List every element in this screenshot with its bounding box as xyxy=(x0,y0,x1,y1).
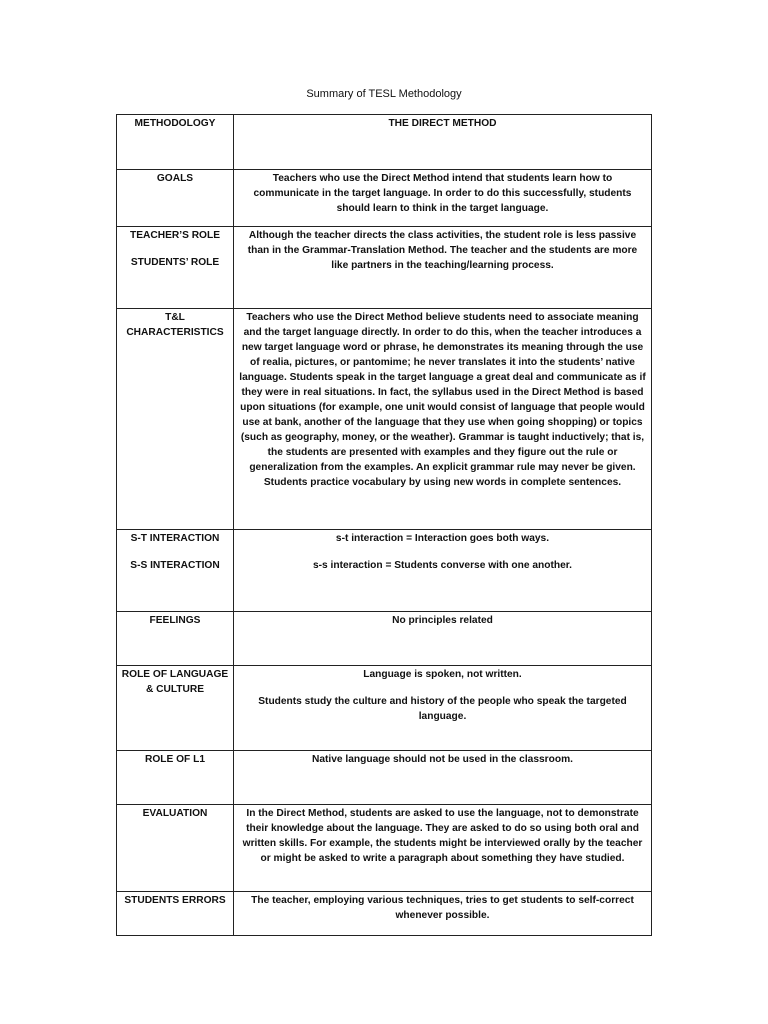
table-header-row xyxy=(117,115,652,170)
row-label-cell xyxy=(117,666,234,751)
row-paragraph: Teachers who use the Direct Method believe students need to associate meaning and the target language directly. In order to do this, when the teacher introduces a new target language word or phrase, he demonstrates its meaning through the use of realia, pictures, or pantomime; he never translates it into the students’ native language. Students speak in the target language a great deal and communicate as if they were in real situations. In fact, the syllabus used in the Direct Method is based upon situations (for example, one unit would consist of language that people would use at bank, another of the language that they use when going shopping) or topics (such as geography, money, or the weather). Grammar is taught inductively; that is, the students are presented with examples and they figure out the rule or generalization from the examples. An explicit grammar rule may never be given. Students practice vocabulary by using new words in complete sentences. xyxy=(239,312,646,488)
row-label: STUDENTS’ ROLE xyxy=(130,257,220,268)
row-label-cell xyxy=(117,751,234,805)
row-paragraph: Language is spoken, not written. xyxy=(363,669,522,680)
row-label-cell xyxy=(117,170,234,227)
row-label: ROLE OF LANGUAGE & CULTURE xyxy=(121,669,229,695)
row-label-cell xyxy=(117,805,234,892)
row-paragraph: s-s interaction = Students converse with one another. xyxy=(313,560,572,571)
row-label: T&L CHARACTERISTICS xyxy=(126,312,224,338)
header-value: THE DIRECT METHOD xyxy=(388,118,497,129)
row-label-cell xyxy=(117,530,234,612)
row-content-cell xyxy=(234,805,652,892)
row-label-cell xyxy=(117,309,234,530)
row-label-cell xyxy=(117,227,234,309)
row-roles xyxy=(117,227,652,309)
row-content-cell xyxy=(234,666,652,751)
row-paragraph: Teachers who use the Direct Method intend that students learn how to communicate in the target language. In order to do this successfully, students should learn to think in the target language. xyxy=(253,173,632,214)
header-label: METHODOLOGY xyxy=(134,118,216,129)
row-content-cell xyxy=(234,892,652,936)
row-label: GOALS xyxy=(156,173,194,184)
row-content-cell xyxy=(234,309,652,530)
row-label: STUDENTS ERRORS xyxy=(124,895,226,906)
page-title: Summary of TESL Methodology xyxy=(306,88,462,100)
row-label: S-T INTERACTION xyxy=(130,533,220,544)
row-content-cell xyxy=(234,227,652,309)
row-label: TEACHER’S ROLE xyxy=(130,230,220,241)
header-label-cell xyxy=(117,115,234,170)
row-content-cell xyxy=(234,612,652,666)
row-content-cell xyxy=(234,170,652,227)
row-content-cell xyxy=(234,530,652,612)
row-label: S-S INTERACTION xyxy=(130,560,220,571)
row-content-cell xyxy=(234,751,652,805)
row-label: EVALUATION xyxy=(142,808,208,819)
row-paragraph: In the Direct Method, students are asked to use the language, not to demonstrate their knowledge about the language. They are asked to do so using both oral and written skills. For example, the students might be interviewed orally by the teacher or might be asked to write a paragraph about something they have studied. xyxy=(242,808,643,864)
row-evaluation xyxy=(117,805,652,892)
row-label: ROLE OF L1 xyxy=(145,754,205,765)
row-paragraph: No principles related xyxy=(392,615,493,626)
row-paragraph: Although the teacher directs the class activities, the student role is less passive than in the Grammar-Translation Method. The teacher and the students are more like partners in the teaching/learning process. xyxy=(247,230,638,271)
row-label-cell xyxy=(117,612,234,666)
row-goals xyxy=(117,170,652,227)
row-label: FEELINGS xyxy=(149,615,201,626)
row-l1 xyxy=(117,751,652,805)
row-paragraph: s-t interaction = Interaction goes both ways. xyxy=(335,533,550,544)
row-tl-characteristics xyxy=(117,309,652,530)
row-interaction xyxy=(117,530,652,612)
row-language-culture xyxy=(117,666,652,751)
row-paragraph: The teacher, employing various techniques, tries to get students to self-correct whenever possible. xyxy=(251,895,634,921)
row-label-cell xyxy=(117,892,234,936)
row-feelings xyxy=(117,612,652,666)
header-value-cell xyxy=(234,115,652,170)
row-paragraph: Native language should not be used in the classroom. xyxy=(312,754,573,765)
row-paragraph: Students study the culture and history of the people who speak the targeted language. xyxy=(258,696,627,722)
row-student-errors xyxy=(117,892,652,936)
methodology-table xyxy=(116,114,652,936)
